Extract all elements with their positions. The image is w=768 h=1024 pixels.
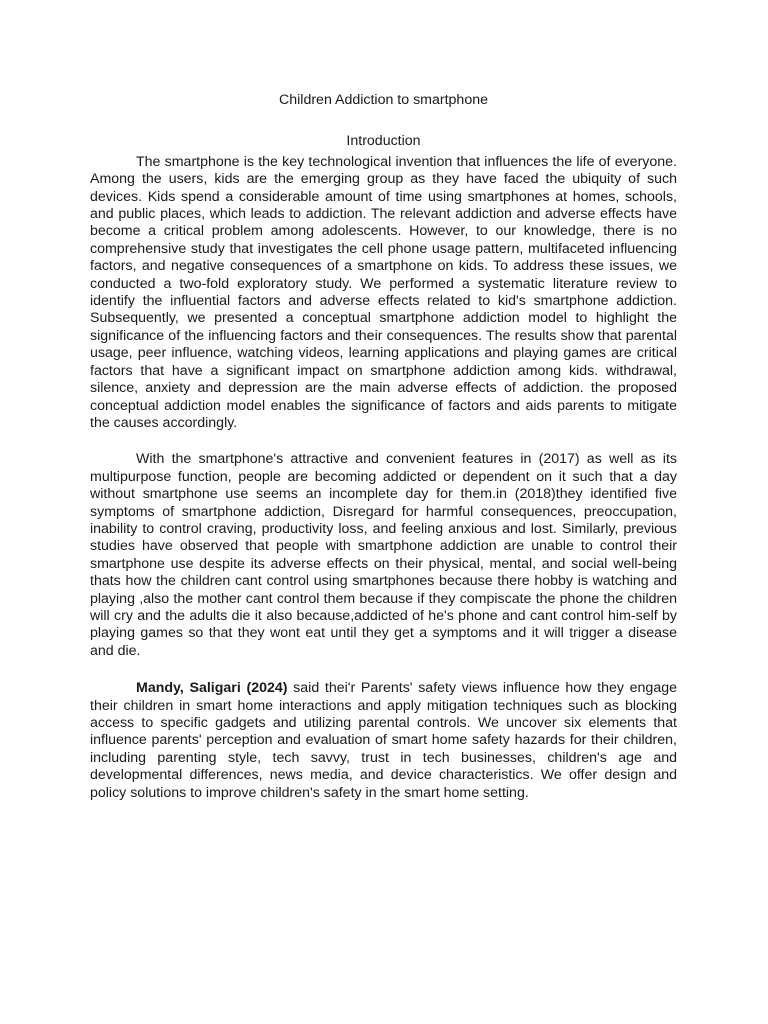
document-title: Children Addiction to smartphone bbox=[279, 92, 488, 108]
section-heading-introduction: Introduction bbox=[346, 133, 421, 150]
paragraph-parents-safety bbox=[90, 680, 677, 802]
document-page bbox=[90, 92, 677, 802]
paragraph-parents-safety-text: said thei'r Parents' safety views influence how they engage their children in smart home interactions and apply mitigation techniques such as blocking access to specific gadgets and utilizing parental controls. We uncover six elements that influence parents' perception and evaluation of smart home safety hazards for their children, including parenting style, tech savvy, trust in tech businesses, children's age and developmental differences, news media, and device characteristics. We offer design and policy solutions to improve children's safety in the smart home setting. bbox=[90, 680, 677, 801]
citation-author: Mandy, Saligari (2024) bbox=[136, 680, 288, 697]
paragraph-smartphone-features: With the smartphone's attractive and convenient features in (2017) as well as its multipurpose function, people are becoming addicted or dependent on it such that a day without smartphone use seems an incomplete day for them.in (2018)they identified five symptoms of smartphone addiction, Disregard for harmful consequences, preoccupation, inability to control craving, productivity loss, and feeling anxious and lost. Similarly, previous studies have observed that people with smartphone addiction are unable to control their smartphone use despite its adverse effects on their physical, mental, and social well-being thats how the children cant control using smartphones because there hobby is watching and playing ,also the mother cant control them because if they compiscate the phone the children will cry and the adults die it also because,addicted of he's phone and cant control him-self by playing games so that they wont eat until they get a symptoms and it will trigger a disease and die. bbox=[90, 451, 677, 659]
paragraph-introduction: The smartphone is the key technological invention that influences the life of everyone. Among the users, kids are the emerging group as they have faced the ubiquity of such devices. Kids spend a considerable amount of time using smartphones at homes, schools, and public places, which leads to addiction. The relevant addiction and adverse effects have become a critical problem among adolescents. However, to our knowledge, there is no comprehensive study that investigates the cell phone usage pattern, multifaceted influencing factors, and negative consequences of a smartphone on kids. To address these issues, we conducted a two-fold exploratory study. We performed a systematic literature review to identify the influential factors and adverse effects related to kid's smartphone addiction. Subsequently, we presented a conceptual smartphone addiction model to highlight the significance of the influencing factors and their consequences. The results show that parental usage, peer influence, watching videos, learning applications and playing games are critical factors that have a significant impact on smartphone addiction among kids. withdrawal, silence, anxiety and depression are the main adverse effects of addiction. the proposed conceptual addiction model enables the significance of factors and aids parents to mitigate the causes accordingly. bbox=[90, 153, 677, 431]
